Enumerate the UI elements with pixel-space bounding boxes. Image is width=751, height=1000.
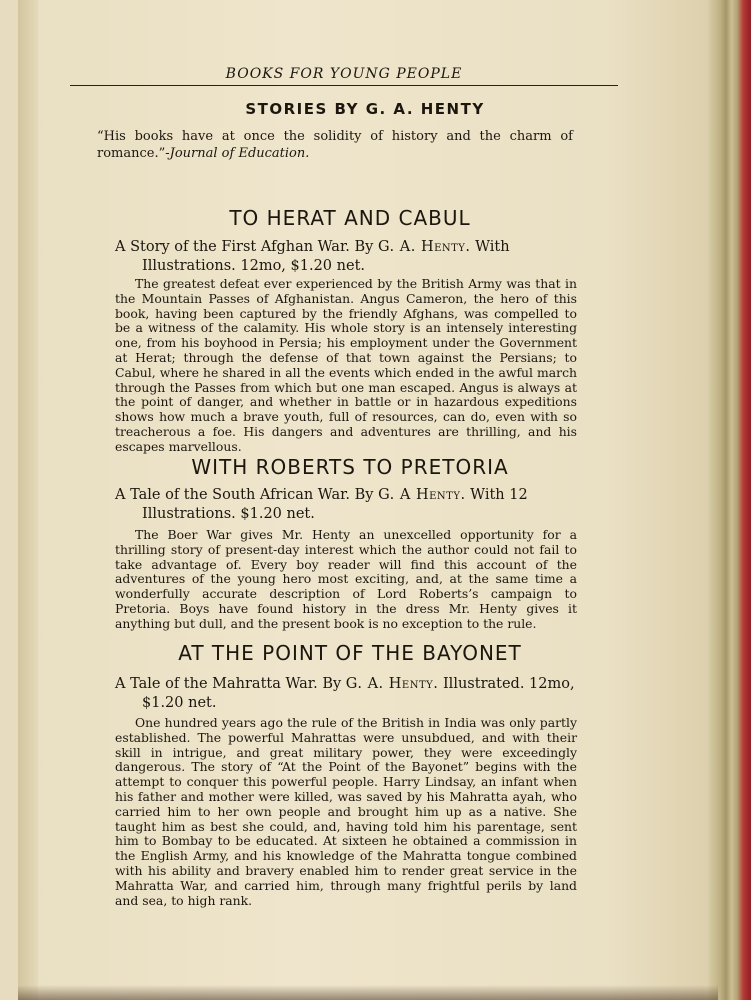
description-roberts-pretoria: The Boer War gives Mr. Henty an unexcelled opportunity for a thrilling story of present-day interest which the author could not fail to take advantage of. Every boy reader will find this account of the adventures of the young hero most exciting, and, at the same time a wonderfully accurate description of Lord Roberts’s campaign to Pretoria. Boys have found history in the dress Mr. Henty gives it anything but dull, and the present book is no exception to the rule. xyxy=(115,527,577,631)
description-point-bayonet: One hundred years ago the rule of the British in India was only partly established. The powerful Mahrattas were unsubdued, and with their skill in intrigue, and great military power, they were exceedingly dangerous. The story of “At the Point of the Bayonet” begins with the attempt to conquer this powerful people. Harry Lindsay, an infant when his father and mother were killed, was saved by his Mahratta ayah, who carried him to her own people and brought him up as a native. She taught him as best she could, and, having told him his parentage, sent him to Bombay to be educated. At sixteen he obtained a commission in the English Army, and his knowledge of the Mahratta tongue combined with his ability and bravery enabled him to render great service in the Mahratta War, and carried him, through many frightful perils by land and sea, to high rank. xyxy=(115,715,577,908)
page-gutter xyxy=(18,0,38,1000)
byline-details: Illustrated. 12mo, $1.20 net. xyxy=(142,676,575,711)
running-head-rule xyxy=(70,85,618,86)
author-name: G. A. Henty. xyxy=(377,239,471,255)
page-bottom-shadow xyxy=(18,985,718,1000)
description-herat-cabul: The greatest defeat ever experienced by the British Army was that in the Mountain Passes of Afghanistan. Angus Cameron, the hero of this book, having been captured by the friendly Afghans, was compelled to be a witness of the calamity. His whole story is an intensely interesting one, from his boyhood in Persia; his employment under the Government at Herat; through the defense of that town against the Persians; to Cabul, where he shared in all the events which ended in the awful march through the Passes from which but one man escaped. Angus is always at the point of danger, and whether in battle or in hazardous expeditions shows how much a brave youth, full of resources, can do, even with so treacherous a foe. His dangers and adventures are thrilling, and his escapes marvellous. xyxy=(115,276,577,454)
byline-text: A Tale of the South African War. By xyxy=(115,487,374,503)
book-spine-edge xyxy=(708,0,751,1000)
book-title-roberts-pretoria: WITH ROBERTS TO PRETORIA xyxy=(191,455,509,479)
section-title: STORIES BY G. A. HENTY xyxy=(245,100,485,118)
book-title-point-bayonet: AT THE POINT OF THE BAYONET xyxy=(178,641,522,665)
book-title-herat-cabul: TO HERAT AND CABUL xyxy=(229,206,471,230)
epigraph xyxy=(97,128,573,162)
byline-details: With 12 Illustrations. $1.20 net. xyxy=(142,487,528,522)
epigraph-quote: “His books have at once the solidity of history and the charm of romance.” xyxy=(97,129,573,161)
running-head: BOOKS FOR YOUNG PEOPLE xyxy=(225,66,463,82)
byline-details: With Illustrations. 12mo, $1.20 net. xyxy=(142,239,510,274)
byline-point-bayonet xyxy=(115,675,604,713)
epigraph-source: -Journal of Education. xyxy=(165,146,310,161)
byline-text: A Tale of the Mahratta War. By xyxy=(115,676,342,692)
author-name: G. A. Henty. xyxy=(345,676,439,692)
byline-roberts-pretoria xyxy=(115,486,604,524)
byline-herat-cabul xyxy=(115,238,604,276)
author-name: G. A Henty. xyxy=(378,487,466,503)
byline-text: A Story of the First Afghan War. By xyxy=(115,239,374,255)
